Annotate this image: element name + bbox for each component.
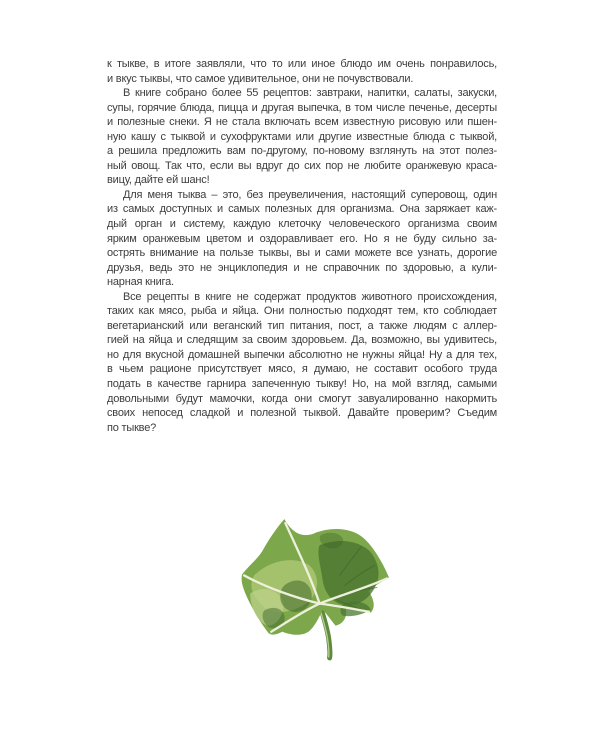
text-line: и вкус тыквы, что самое удивительное, они не почувствовали.: [107, 72, 414, 85]
text-line: ную кашу с тыквой и сухофруктами или другие известные блюда с тыквой,: [107, 130, 497, 143]
paragraph: [107, 290, 497, 435]
text-line: к тыкве, в итоге заявляли, что то или иное блюдо им очень понравилось,: [107, 58, 497, 70]
pumpkin-leaf-illustration: [224, 514, 400, 662]
text-line: а решила предложить вам по-другому, по-новому взглянуть на этот полез-: [107, 145, 497, 158]
text-line: супы, горячие блюда, пицца и другая выпечка, в том числе печенье, десерты: [107, 101, 497, 114]
text-line: вегетарианский или веганский тип питания, пост, а также людям с аллер-: [107, 319, 497, 332]
text-line: из самых доступных и самых полезных для организма. Она заряжает каж-: [107, 203, 497, 216]
text-line: ярким оранжевым цветом и оздоравливает его. Но я не буду сильно за-: [107, 232, 497, 245]
paragraph: [107, 86, 497, 188]
text-line: Для меня тыква – это, без преувеличения, настоящий суперовощ, один: [123, 188, 497, 201]
text-line: довольными будут мамочки, когда они смогут завуалированно накормить: [107, 392, 497, 405]
text-line: своих непосед сладкой и полезной тыквой. Давайте проверим? Съедим: [107, 407, 497, 420]
paragraph: [107, 57, 497, 86]
text-line: Все рецепты в книге не содержат продуктов животного происхождения,: [123, 290, 497, 303]
text-line: и полезные снеки. Я не стала включать всем известную рисовую или пшен-: [107, 116, 497, 129]
text-line: подать в качестве гарнира запеченную тыкву! Но, на мой взгляд, самыми: [107, 378, 497, 391]
paragraph: [107, 188, 497, 290]
text-line: гией на яйца и следящим за своим здоровьем. Да, возможно, вы удивитесь,: [107, 334, 497, 347]
text-line: В книге собрано более 55 рецептов: завтраки, напитки, салаты, закуски,: [123, 87, 497, 100]
text-line: но для вкусной домашней выпечки абсолютно не нужны яйца! Ну а для тех,: [107, 348, 497, 361]
text-line: в чьем рационе присутствует мясо, я думаю, не составит особого труда: [107, 363, 497, 376]
text-line: дый орган и систему, каждую клеточку человеческого организма своим: [107, 218, 497, 231]
text-line: нарная книга.: [107, 276, 174, 289]
text-line: таких как мясо, рыба и яйца. Они полностью подходят тем, кто соблюдает: [107, 305, 497, 318]
text-line: ный овощ. Так что, если вы вдруг до сих пор не любите оранжевую краса-: [107, 159, 497, 172]
text-line: по тыкве?: [107, 421, 157, 434]
body-text: [107, 57, 497, 435]
text-line: друзья, ведь это не энциклопедия и не справочник по здоровью, а кули-: [107, 261, 497, 274]
text-line: вицу, дайте ей шанс!: [107, 174, 210, 187]
text-line: острять внимание на пользе тыквы, вы и сами можете все узнать, дорогие: [107, 247, 497, 260]
pumpkin-leaf-svg: [224, 514, 400, 662]
